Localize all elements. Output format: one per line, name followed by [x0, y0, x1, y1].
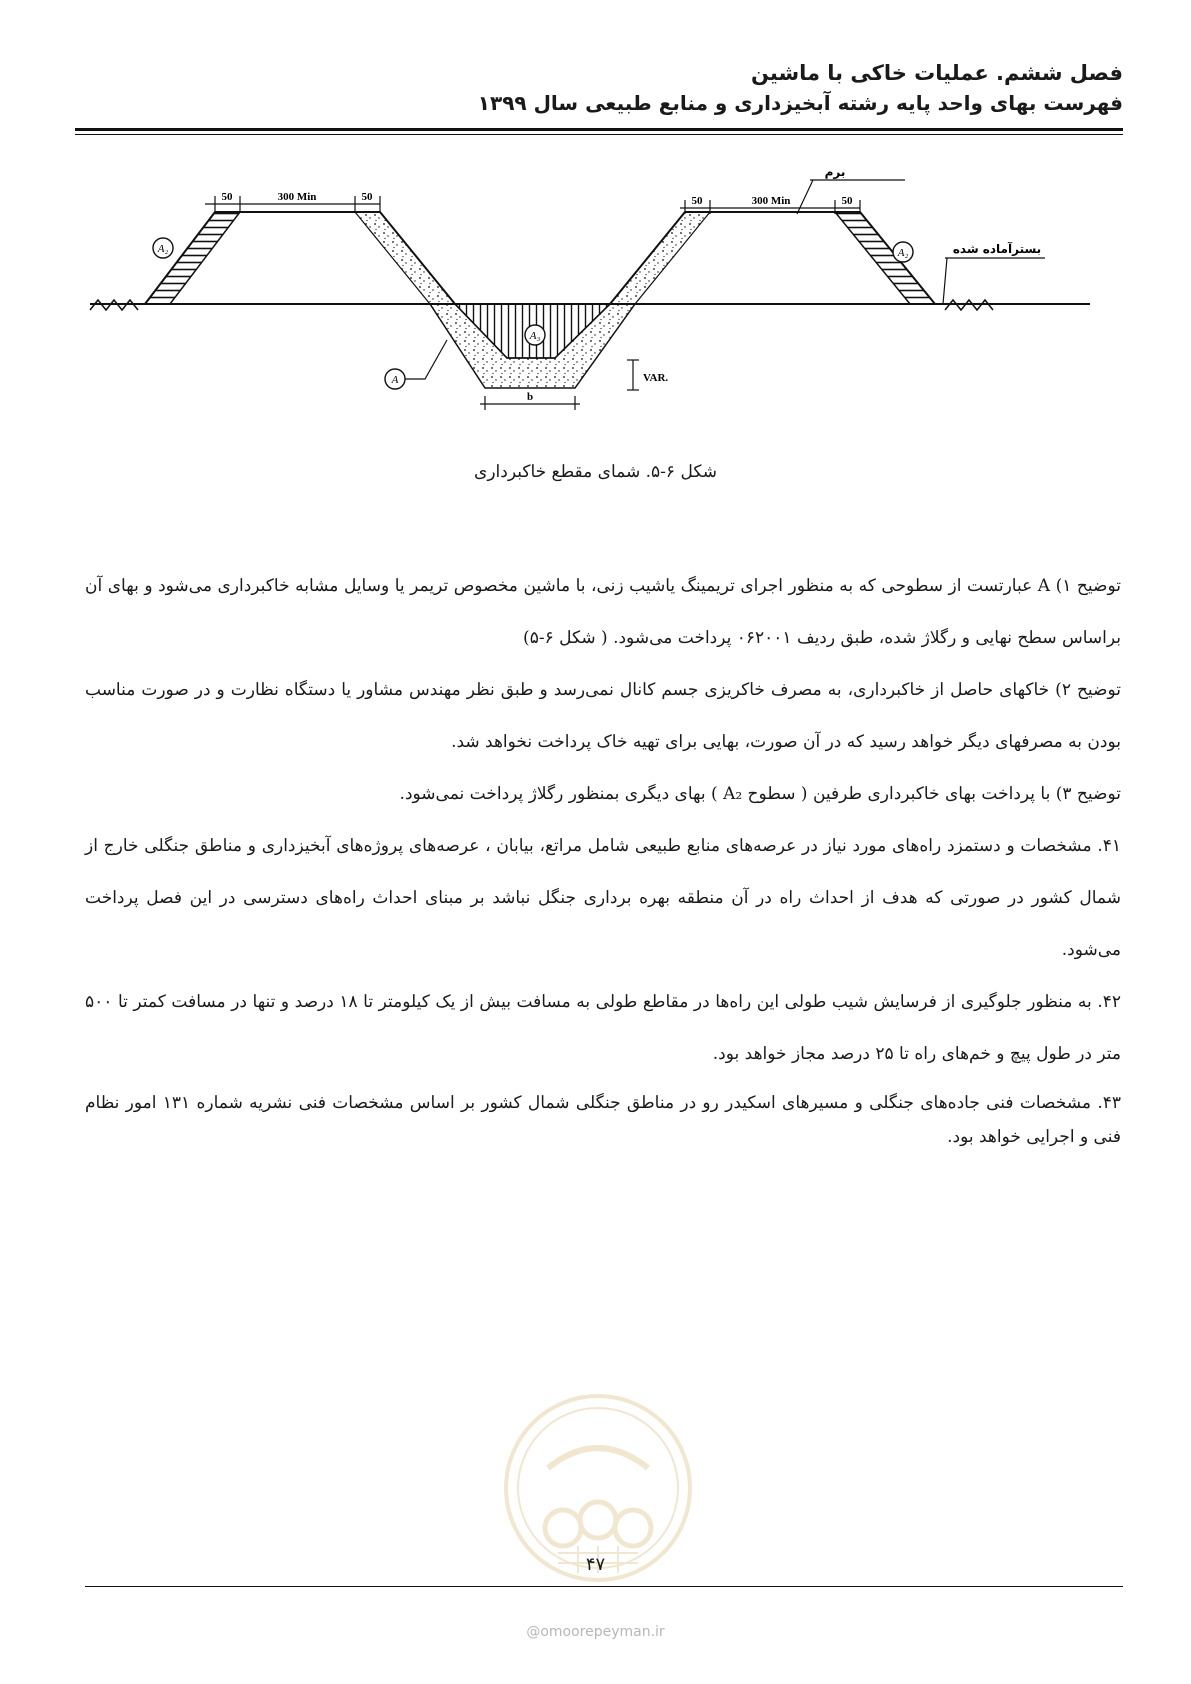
body-text: [85, 560, 1121, 1154]
label-prepared-bed: بسترآماده شده: [952, 242, 1042, 256]
label-a: A: [391, 374, 399, 386]
document-title: فهرست بهای واحد پایه رشته آبخیزداری و منابع طبیعی سال ۱۳۹۹: [477, 91, 1123, 115]
footer-rule: [85, 1586, 1123, 1587]
note-1: توضیح ۱) A عبارتست از سطوحی که به منظور اجرای تریمینگ یاشیب زنی، با ماشین مخصوص تریمر یا وسایل مشابه خاکبرداری می‌شود و بهای آن براساس سطح نهایی و رگلاژ شده، طبق ردیف ۰۶۲۰۰۱ پرداخت می‌شود. ( شکل ۶-۵): [85, 576, 1121, 648]
note-3: توضیح ۳) با پرداخت بهای خاکبرداری طرفین ( سطوح A₂ ) بهای دیگری بمنظور رگلاژ پرداخت نمی‌شود.: [399, 784, 1121, 804]
item-41: ۴۱. مشخصات و دستمزد راه‌های مورد نیاز در عرصه‌های منابع طبیعی شامل مراتع، بیابان ، عرصه‌های پروژه‌های آبخیزداری و مناطق جنگلی خارج از شمال کشور در صورتی که هدف از احداث راه در آن منطقه بهره برداری جنگل نباشد بر مبنای احداث راه‌های دسترسی در این فصل پرداخت می‌شود.: [85, 836, 1121, 960]
dim-50-d: 50: [841, 195, 853, 207]
dim-50-c: 50: [691, 195, 703, 207]
cut-section-diagram: [85, 168, 1105, 448]
label-a3: A₃: [529, 330, 541, 342]
item-43: ۴۳. مشخصات فنی جاده‌های جنگلی و مسیرهای اسکیدر رو در مناطق جنگلی شمال کشور بر اساس مشخصات فنی نشریه شماره ۱۳۱ امور نظام فنی و اجرایی خواهد بود.: [85, 1093, 1121, 1147]
label-var: VAR.: [643, 372, 669, 384]
note-2: توضیح ۲) خاکهای حاصل از خاکبرداری، به مصرف خاکریزی جسم کانال نمی‌رسد و طبق نظر مهندس مشاور یا دستگاه نظارت و در صورت مناسب بودن به مصرفهای دیگر خواهد رسید که در آن صورت، بهایی برای تهیه خاک پرداخت نخواهد شد.: [85, 680, 1121, 752]
header-rule-thick: [75, 128, 1123, 131]
label-a2-left: A₂: [157, 243, 169, 255]
label-a2-right: A₂: [897, 247, 909, 259]
header-rule-thin: [75, 134, 1123, 135]
label-berm: برم: [824, 168, 846, 179]
page-header: [85, 58, 1123, 118]
website-link[interactable]: @omoorepeyman.ir: [526, 1624, 665, 1640]
dim-300-a: 300 Min: [277, 191, 317, 203]
page-number: ۴۷: [585, 1554, 606, 1575]
chapter-title: فصل ششم. عملیات خاکی با ماشین: [750, 61, 1123, 85]
dim-50-a: 50: [221, 191, 233, 203]
figure-caption: شکل ۶-۵. شمای مقطع خاکبرداری: [474, 462, 717, 482]
dim-50-b: 50: [361, 191, 373, 203]
dim-300-b: 300 Min: [751, 195, 791, 207]
label-b: b: [526, 391, 534, 403]
item-42: ۴۲. به منظور جلوگیری از فرسایش شیب طولی این راه‌ها در مقاطع طولی به مسافت بیش از یک کیلومتر تا ۱۸ درصد و تنها در مسافت کمتر تا ۵۰۰ متر در طول پیچ و خم‌های راه تا ۲۵ درصد مجاز خواهد بود.: [85, 992, 1121, 1064]
